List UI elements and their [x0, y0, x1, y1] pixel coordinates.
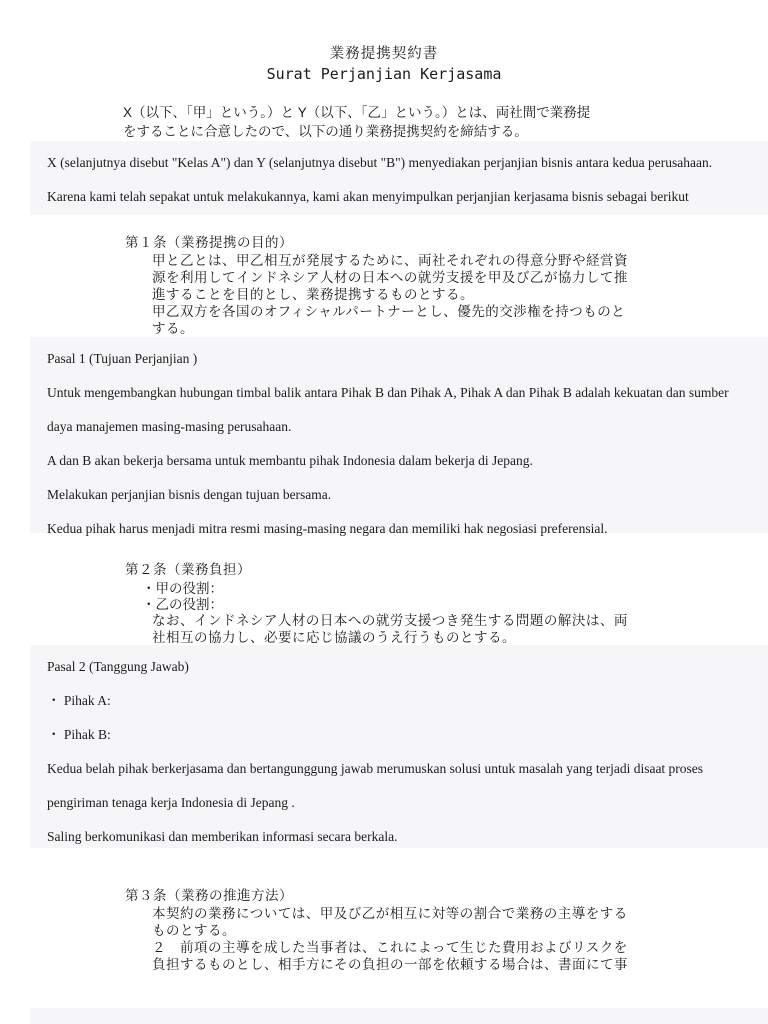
pasal-2-bullet: ・ Pihak B:	[47, 727, 111, 742]
doc-title-jp: 業務提携契約書	[329, 46, 439, 62]
article-1-line: 甲と乙とは、甲乙相互が発展するために、両社それぞれの得意分野や経営資	[152, 253, 628, 268]
pasal-2-line: Kedua belah pihak berkerjasama dan bertangunggung jawab merumuskan solusi untuk masalah yang terjadi disaat proses	[47, 761, 704, 776]
article-2-line: 社相互の協力し、必要に応じ協議のうえ行うものとする。	[152, 630, 516, 645]
translation-band-next-page	[30, 1008, 768, 1024]
doc-title-id: Surat Perjanjian Kerjasama	[266, 65, 502, 83]
pasal-1-line: A dan B akan bekerja bersama untuk membantu pihak Indonesia dalam bekerja di Jepang.	[47, 453, 533, 468]
article-3-heading: 第３条（業務の推進方法）	[125, 888, 293, 903]
pasal-1-line: daya manajemen masing-masing perusahaan.	[47, 419, 292, 434]
article-1-line: 甲乙双方を各国のオフィシャルパートナーとし、優先的交渉権を持つものと	[152, 304, 626, 319]
article-2-section	[125, 560, 628, 646]
article-1-line: 進することを目的とし、業務提携するものとする。	[152, 287, 474, 302]
article-1-line: 源を利用してインドネシア人材の日本への就労支援を甲及び乙が協力して推	[152, 270, 628, 285]
article-2-heading: 第２条（業務負担）	[125, 562, 251, 577]
id-intro-line: Karena kami telah sepakat untuk melakukannya, kami akan menyimpulkan perjanjian kerjasama bisnis sebagai berikut	[47, 189, 689, 204]
translation-band-intro	[30, 141, 768, 215]
pasal-1-line: Untuk mengembangkan hubungan timbal balik antara Pihak B dan Pihak A, Pihak A dan Pihak B adalah kekuatan dan sumber	[47, 385, 729, 400]
article-1-section	[125, 233, 628, 337]
translation-band-pasal-2	[30, 645, 768, 848]
id-intro-line: X (selanjutnya disebut "Kelas A") dan Y (selanjutnya disebut "B") menyediakan perjanjian bisnis antara kedua perusahaan.	[47, 155, 713, 170]
article-2-line: なお、インドネシア人材の日本への就労支援つき発生する問題の解決は、両	[152, 613, 628, 628]
pasal-1-heading: Pasal 1 (Tujuan Perjanjian )	[47, 351, 198, 366]
pasal-2-heading: Pasal 2 (Tanggung Jawab)	[47, 659, 189, 674]
article-2-bullet: ・乙の役割：	[142, 596, 223, 612]
article-3-line: ものとする。	[152, 923, 236, 938]
article-1-heading: 第１条（業務提携の目的）	[125, 235, 293, 250]
pasal-2-line: Saling berkomunikasi dan memberikan informasi secara berkala.	[47, 829, 398, 844]
article-2-bullet: ・甲の役割：	[142, 581, 223, 596]
pasal-1-line: Kedua pihak harus menjadi mitra resmi masing-masing negara dan memiliki hak negosiasi preferensial.	[47, 521, 608, 536]
article-3-line: 負担するものとし、相手方にその負担の一部を依頼する場合は、書面にて事	[152, 957, 628, 972]
article-3-section	[125, 886, 628, 973]
article-3-line: ２ 前項の主導を成した当事者は、これによって生じた費用およびリスクを	[152, 940, 628, 955]
translation-band-pasal-1	[30, 337, 768, 536]
pasal-1-line: Melakukan perjanjian bisnis dengan tujuan bersama.	[47, 487, 332, 502]
article-3-line: 本契約の業務については、甲及び乙が相互に対等の割合で業務の主導をする	[152, 906, 628, 921]
jp-intro-paragraph	[123, 103, 590, 141]
pasal-2-bullet: ・ Pihak A:	[47, 693, 111, 708]
jp-intro-line: X（以下、「甲」という。）と Y（以下、「乙」という。）とは、両社間で業務提	[123, 105, 591, 120]
jp-intro-line: をすることに合意したので、以下の通り業務提携契約を締結する。	[123, 124, 528, 139]
pasal-2-line: pengiriman tenaga kerja Indonesia di Jepang .	[47, 795, 295, 810]
article-1-line: する。	[152, 321, 194, 336]
